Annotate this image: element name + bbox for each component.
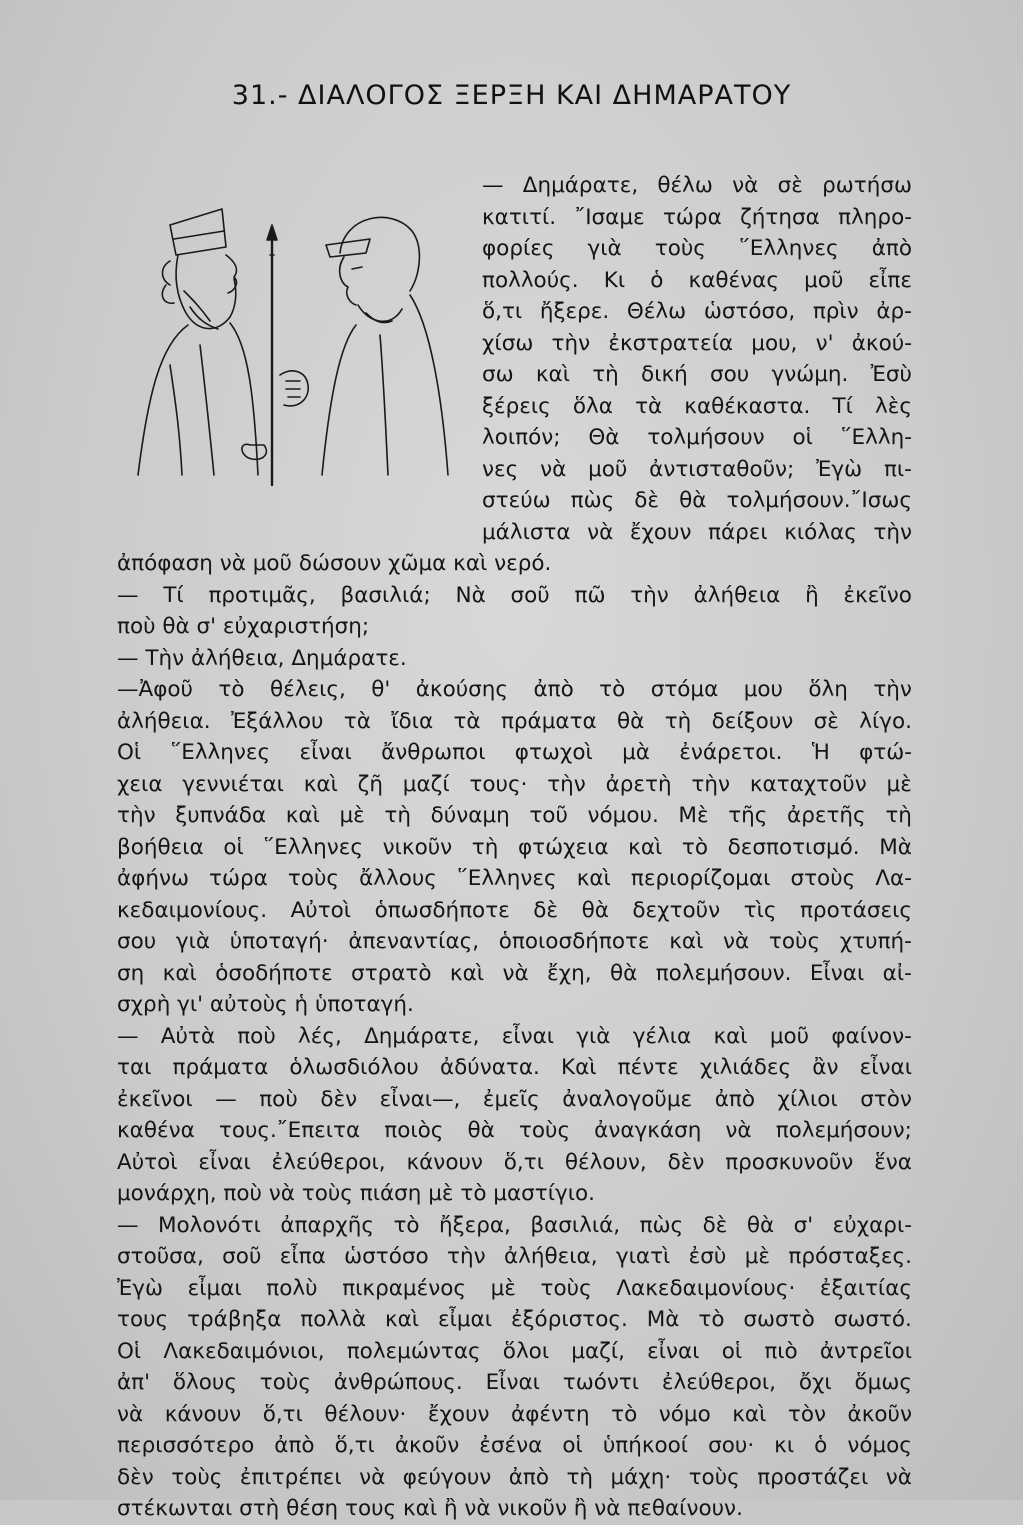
text-line: ἀφήνω τώρα τοὺς ἄλλους ῞Ελληνες καὶ περιορίζομαι στοὺς Λα-: [117, 866, 912, 891]
text-line: Ἐγὼ εἶμαι πολὺ πικραμένος μὲ τοὺς Λακεδαιμονίους· ἐξαιτίας: [117, 1275, 912, 1301]
text-line: ἀπόφαση νὰ μοῦ δώσουν χῶμα καὶ νερό.: [117, 551, 552, 576]
text-line: ση καὶ ὁσοδήποτε στρατὸ καὶ νὰ ἔχη, θὰ πολεμήσουν. Εἶναι αἰ-: [117, 960, 912, 986]
text-line: καθένα τους.῎Επειτα ποιὸς θὰ τοὺς ἀναγκάση νὰ πολεμήσουν;: [117, 1118, 912, 1143]
text-line: τὴν ξυπνάδα καὶ μὲ τὴ δύναμη τοῦ νόμου. Μὲ τῆς ἀρετῆς τὴ: [117, 803, 912, 828]
text-line: ποὺ θὰ σ' εὐχαριστήση;: [117, 614, 370, 639]
text-line: ἀλήθεια. Ἐξάλλου τὰ ἴδια τὰ πράματα θὰ τὴ δείξουν σὲ λίγο.: [117, 708, 912, 734]
text-line: στεύω πὼς δὲ θὰ τολμήσουν.῎Ισως: [482, 488, 912, 513]
text-line: Οἱ Λακεδαιμόνιοι, πολεμώντας ὅλοι μαζί, εἶναι οἱ πιὸ ἀντρεῖοι: [117, 1338, 912, 1364]
text-line: δὲν τοὺς ἐπιτρέπει νὰ φεύγουν ἀπὸ τὴ μάχη· τοὺς προστάζει νὰ: [117, 1464, 912, 1490]
text-line: νὰ κάνουν ὅ,τι θέλουν· ἔχουν ἀφέντη τὸ νόμο καὶ τὸν ἀκοῦν: [117, 1401, 912, 1427]
text-line: τους τράβηξα πολλὰ καὶ εἶμαι ἐξόριστος. Μὰ τὸ σωστὸ σωστό.: [117, 1307, 912, 1332]
text-line: στοῦσα, σοῦ εἶπα ὡστόσο τὴν ἀλήθεια, γιατὶ ἐσὺ μὲ πρόσταξες.: [117, 1244, 912, 1269]
text-line: χίσω τὴν ἐκστρατεία μου, ν' ἀκού-: [482, 330, 912, 356]
text-line: — Τί προτιμᾶς, βασιλιά; Νὰ σοῦ πῶ τὴν ἀλήθεια ἢ ἐκεῖνο: [117, 582, 912, 608]
text-line: σω καὶ τὴ δική σου γνώμη. Ἐσὺ: [482, 362, 912, 387]
text-line: μονάρχη, ποὺ νὰ τοὺς πιάση μὲ τὸ μαστίγιο.: [117, 1181, 595, 1206]
text-line: μάλιστα νὰ ἔχουν πάρει κιόλας τὴν: [482, 519, 912, 545]
text-line: φορίες γιὰ τοὺς ῞Ελληνες ἀπὸ: [482, 236, 912, 261]
text-line: ὅ,τι ἤξερε. Θέλω ὡστόσο, πρὶν ἀρ-: [482, 299, 912, 324]
text-line: χεια γεννιέται καὶ ζῆ μαζί τους· τὴν ἀρετὴ τὴν καταχτοῦν μὲ: [117, 771, 912, 797]
text-line: πολλούς. Κι ὁ καθένας μοῦ εἶπε: [482, 267, 912, 293]
illustration-xerxes-demaratus: [130, 195, 470, 495]
text-line: — Αὐτὰ ποὺ λές, Δημάρατε, εἶναι γιὰ γέλια καὶ μοῦ φαίνον-: [117, 1023, 912, 1049]
text-line: στέκωνται στὴ θέση τους καὶ ἢ νὰ νικοῦν ἢ νὰ πεθαίνουν.: [117, 1496, 743, 1521]
text-line: περισσότερο ἀπὸ ὅ,τι ἀκοῦν ἐσένα οἱ ὑπήκοοί σου· κι ὁ νόμος: [117, 1433, 912, 1458]
text-line: ἀπ' ὅλους τοὺς ἀνθρώπους. Εἶναι τωόντι ἐλεύθεροι, ὄχι ὅμως: [117, 1370, 912, 1395]
text-line: λοιπόν; Θὰ τολμήσουν οἱ ῞Ελλη-: [482, 425, 912, 450]
text-line: —Ἀφοῦ τὸ θέλεις, θ' ἀκούσης ἀπὸ τὸ στόμα μου ὅλη τὴν: [117, 677, 912, 702]
text-line: κατιτί. ῎Ισαμε τώρα ζήτησα πληρο-: [482, 204, 912, 230]
text-line: Οἱ ῞Ελληνες εἶναι ἄνθρωποι φτωχοὶ μὰ ἐνάρετοι. Ἡ φτώ-: [117, 740, 912, 765]
text-line: ται πράματα ὁλωσδιόλου ἀδύνατα. Καὶ πέντε χιλιάδες ἂν εἶναι: [117, 1055, 912, 1080]
text-line: κεδαιμονίους. Αὐτοὶ ὁπωσδήποτε δὲ θὰ δεχτοῦν τὶς προτάσεις: [117, 897, 912, 923]
text-line: σχρὴ γι' αὐτοὺς ἡ ὑποταγή.: [117, 992, 414, 1017]
text-line: Αὐτοὶ εἶναι ἐλεύθεροι, κάνουν ὅ,τι θέλουν, δὲν προσκυνοῦν ἕνα: [117, 1149, 912, 1175]
text-line: σου γιὰ ὑποταγή· ἀπεναντίας, ὁποιοσδήποτε καὶ νὰ τοὺς χτυπή-: [117, 929, 912, 954]
text-line: βοήθεια οἱ ῞Ελληνες νικοῦν τὴ φτώχεια καὶ τὸ δεσποτισμό. Μὰ: [117, 834, 912, 860]
text-line: — Τὴν ἀλήθεια, Δημάρατε.: [117, 645, 407, 671]
text-line: ξέρεις ὅλα τὰ καθέκαστα. Τί λὲς: [482, 393, 912, 419]
text-line: ἐκεῖνοι — ποὺ δὲν εἶναι—, ἐμεῖς ἀναλογοῦμε ἀπὸ χίλιοι στὸν: [117, 1086, 912, 1112]
text-line: — Μολονότι ἀπαρχῆς τὸ ἤξερα, βασιλιά, πὼς δὲ θὰ σ' εὐχαρι-: [117, 1212, 912, 1238]
opening-paragraph: [482, 170, 912, 548]
text-line: νες νὰ μοῦ ἀντισταθοῦν; Ἐγὼ πι-: [482, 456, 912, 482]
text-line: — Δημάρατε, θέλω νὰ σὲ ρωτήσω: [482, 173, 912, 198]
dialogue-body: [117, 548, 912, 1525]
chapter-title: 31.- ΔΙΑΛΟΓΟΣ ΞΕΡΞΗ ΚΑΙ ΔΗΜΑΡΑΤΟΥ: [231, 80, 792, 111]
